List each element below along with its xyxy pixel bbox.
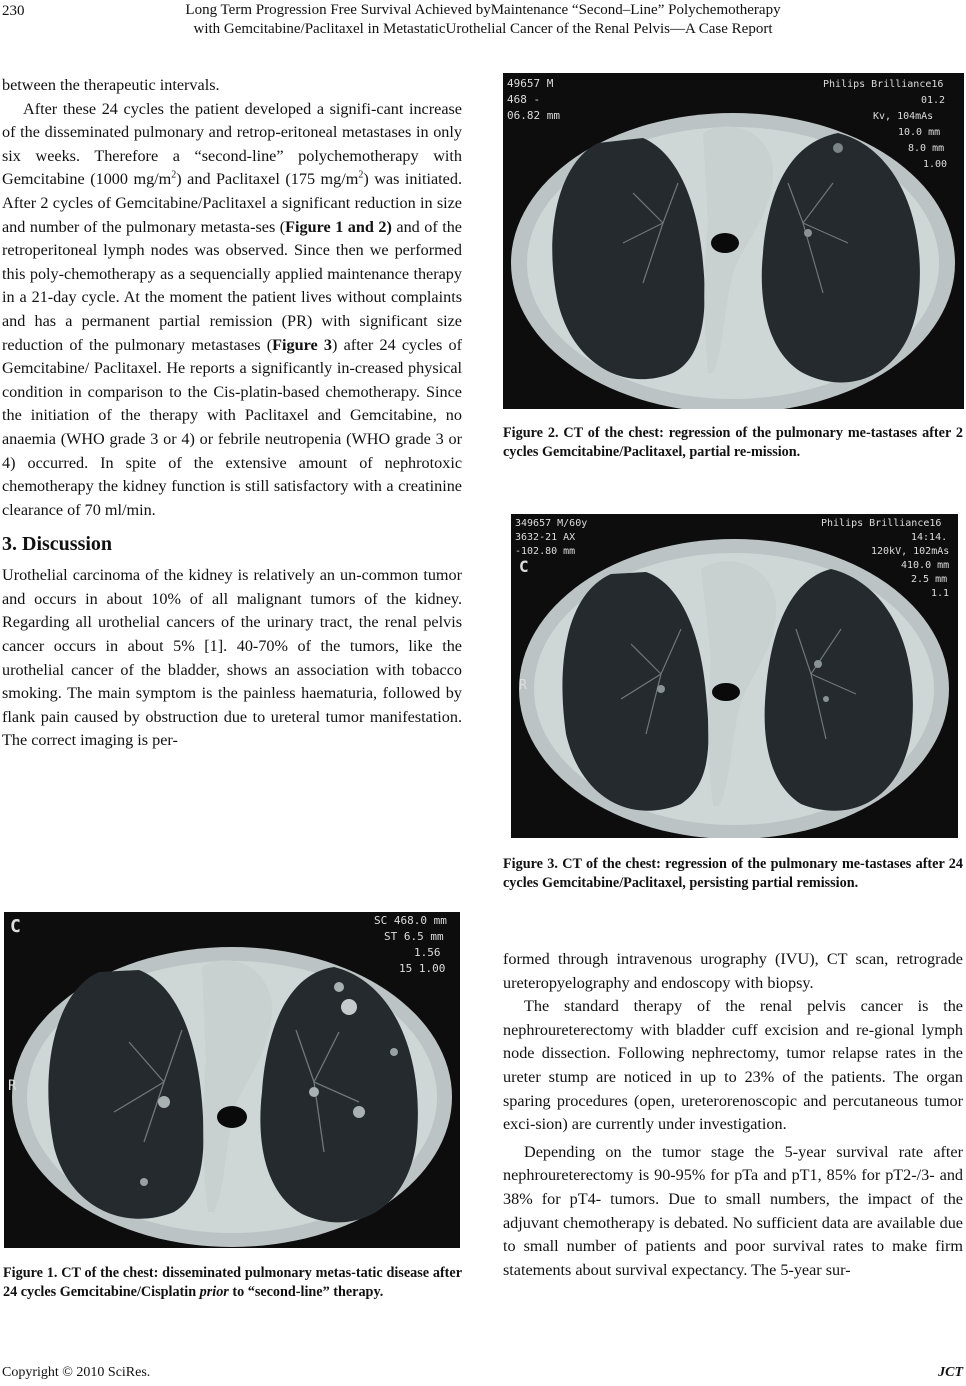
ct-overlay-text: SC 468.0 mm: [374, 914, 447, 927]
ct-overlay-text: ST 6.5 mm: [384, 930, 444, 943]
running-title-line-1: Long Term Progression Free Survival Achieved byMaintenance “Second–Line” Polychemotherapy: [185, 2, 781, 18]
page-number: 230: [2, 3, 25, 19]
figure-3-caption: Figure 3. CT of the chest: regression of the pulmonary me-tastases after 24 cycles Gemcitabine/Paclitaxel, persisting partial remission.: [503, 856, 963, 891]
paragraph: After these 24 cycles the patient developed a signifi-cant increase of the disseminated pulmonary and retrop-eritoneal metastases in only six weeks. Therefore a “second-line” polychemotherapy with Gemcitabine (1000 $mg/m^2$) and Paclitaxel (175 $mg/m^2$) was initiated. After 2 cycles of Gemcitabine/Paclitaxel a significant reduction in size and number of the pulmonary metasta-ses (Figure 1 and 2) and of the retroperitoneal lymph nodes was observed. Since then we performed this poly-chemotherapy as a sequencially applied maintenance therapy in a 21-day cycle. At the moment the patient lives without complaints and has a permanent partial remission (PR) with significant size reduction of the pulmonary metastases (Figure 3) after 24 cycles of Gemcitabine/ Paclitaxel. He reports a significantly in-creased physical condition in comparison to the Cis-platin-based chemotherapy. Since the initiation of the therapy with Paclitaxel and Gemcitabine, no anaemia (WHO grade 3 or 4) or febrile neutropenia (WHO grade 3 or 4) occurred. In spite of the extensive amount of nephrotoxic chemotherapy the kidney function is still satisfactory with a creatinine clearance of 70 ml/min.: [2, 99, 463, 519]
ct-overlay-text: -102.80 mm: [515, 546, 576, 557]
ct-overlay-text: 10.0 mm: [898, 127, 941, 138]
figure-1-image: [4, 912, 460, 1248]
running-title-line-2: with Gemcitabine/Paclitaxel in MetastaticUrothelial Cancer of the Renal Pelvis—A Case Report: [193, 21, 773, 37]
ct-overlay-text: 1.56: [414, 946, 441, 959]
paragraph: The standard therapy of the renal pelvis cancer is the nephroureterectomy with bladder cuff excision and re-gional lymph node dissection. Following nephrectomy, tumor relapse rates in the ureter stump are noticed in up to 23% of the patients. The organ sparing procedures (open, ureterorenoscopic and percutaneous tumor exci-sion) are currently under investigation.: [503, 997, 963, 1134]
ct-overlay-text: 06.82 mm: [507, 109, 560, 122]
figure-2-image: [503, 73, 964, 409]
ct-overlay-text: C: [10, 916, 21, 937]
ct-overlay-text: 410.0 mm: [901, 560, 950, 571]
ct-overlay-text: Kv, 104mAs: [873, 111, 934, 122]
left-column-text: [2, 74, 462, 753]
ct-overlay-text: R: [519, 678, 527, 693]
figure-reference: Figure 1 and 2): [285, 217, 392, 236]
ct-overlay-text: 49657 M: [507, 77, 554, 90]
ct-overlay-text: 3632-21 AX: [515, 532, 576, 543]
ct-overlay-text: 1.1: [931, 588, 950, 599]
ct-overlay-text: C: [519, 557, 529, 576]
running-title: [0, 1, 966, 39]
ct-overlay-text: 14:14.: [911, 532, 948, 543]
ct-overlay-text: 01.2: [921, 95, 946, 106]
ct-overlay-text: 15 1.00: [399, 962, 446, 975]
paragraph: Depending on the tumor stage the 5-year survival rate after nephroureterectomy is 90-95% for pTa and pT1, 85% for pT2-/3- and 38% for pT4- tumors. Due to small numbers, the impact of the adjuvant chemotherapy is debated. No sufficient data are available due to small number of patients and poor survival rates to make firm statements about survival expectancy. The 5-year sur-: [503, 1142, 963, 1279]
paragraph: formed through intravenous urography (IVU), CT scan, retrograde ureteropyelography and endoscopy with biopsy.: [503, 950, 963, 992]
figure-2-caption: Figure 2. CT of the chest: regression of the pulmonary me-tastases after 2 cycles Gemcitabine/Paclitaxel, partial re-mission.: [503, 425, 963, 460]
figure-1-caption: Figure 1. CT of the chest: disseminated pulmonary metas-tatic disease after 24 cycles Gemcitabine/Cisplatin prior to “second-line” therapy.: [3, 1265, 462, 1300]
ct-overlay-text: Philips Brilliance16: [823, 79, 944, 90]
footer-journal: JCT: [938, 1365, 963, 1380]
ct-overlay-text: 349657 M/60y: [515, 518, 588, 529]
ct-overlay-text: Philips Brilliance16: [821, 518, 942, 529]
footer-copyright: Copyright © 2010 SciRes.: [2, 1365, 151, 1380]
section-heading: 3. Discussion: [2, 533, 113, 556]
ct-overlay-text: 468 -: [507, 93, 541, 106]
figure-reference: Figure 3: [272, 335, 333, 354]
ct-overlay-text: 8.0 mm: [908, 143, 945, 154]
ct-overlay-text: 120kV, 102mAs: [871, 546, 950, 557]
ct-overlay-text: 1.00: [923, 159, 948, 170]
paragraph: between the therapeutic intervals.: [2, 76, 220, 94]
paragraph: Urothelial carcinoma of the kidney is relatively an un-common tumor and occurs in about 10% of all malignant tumors of the kidney. Regarding all urothelial cancers of the urinary tract, the renal pelvis cancer occurs in about 5% [1]. 40-70% of the tumors, like the urothelial cancer of the bladder, shows an association with tobacco smoking. The main symptom is the painless haematuria, followed by flank pain caused by obstruction due to ureteral tumor manifestation. The correct imaging is per-: [2, 566, 462, 750]
ct-overlay-text: 2.5 mm: [911, 574, 948, 585]
ct-overlay-text: R: [8, 1078, 17, 1094]
right-column-text: [503, 948, 963, 1282]
figure-3-image: [511, 514, 958, 838]
